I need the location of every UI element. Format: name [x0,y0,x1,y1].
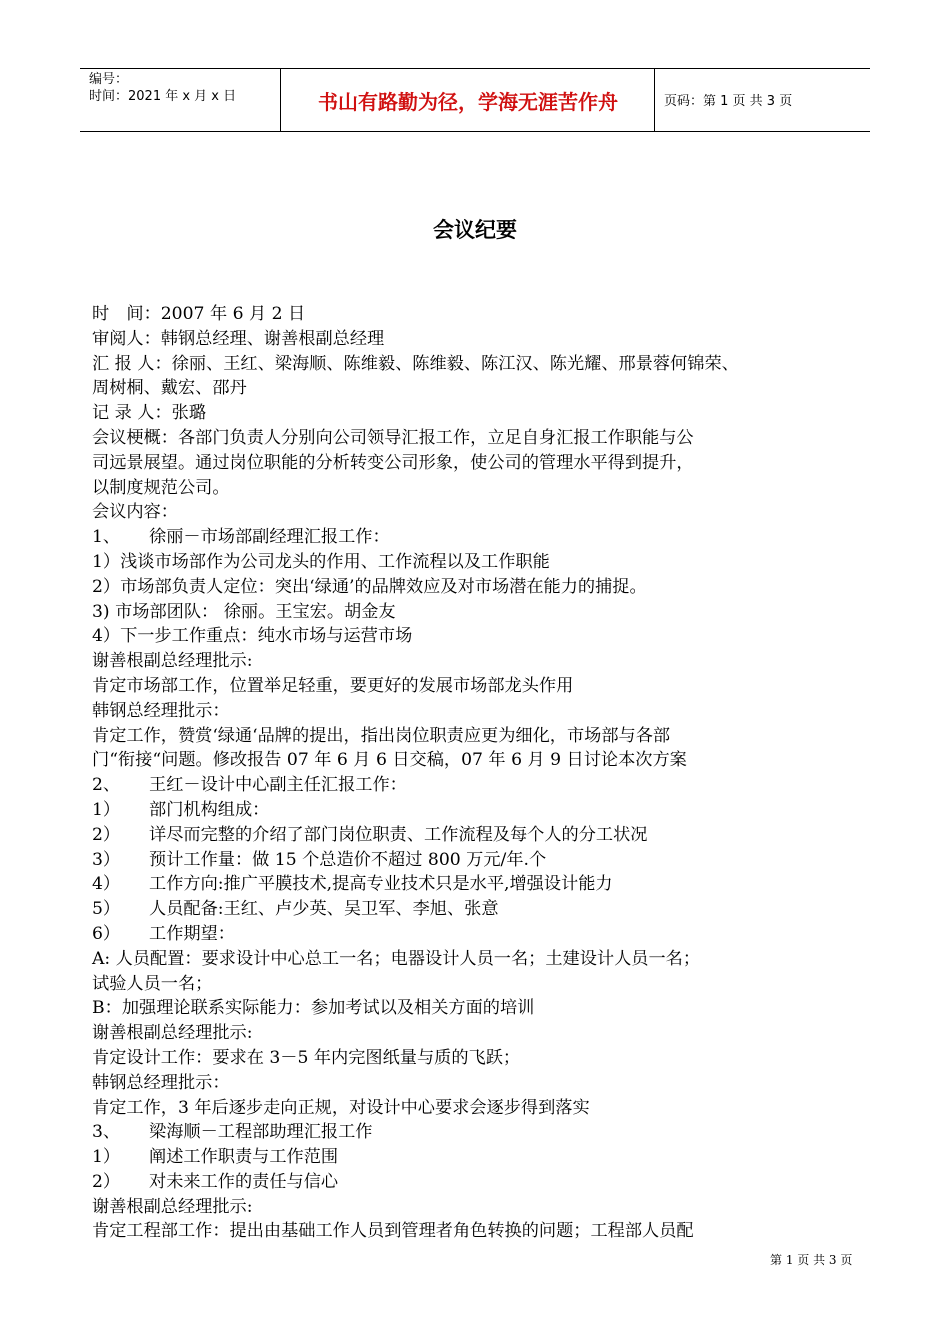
list-item [92,798,864,823]
header-number-label: 编号： [89,72,129,87]
summary-line: 以制度规范公司。 [92,477,230,498]
header-motto: 书山有路勤为径，学海无涯苦作舟 [318,89,618,114]
list-item: B：加强理论联系实际能力：参加考试以及相关方面的培训 [92,998,535,1019]
list-item [92,823,864,848]
instruction-text: 肯定工作，3 年后逐步走向正规，对设计中心要求会逐步得到落实 [92,1097,590,1118]
list-item: 试验人员一名； [92,973,213,994]
item-text: 预计工作量：做 15 个总造价不超过 800 万元/年.个 [149,849,547,870]
item-text: 工作方向:推广平膜技术,提高专业技术只是水平,增强设计能力 [149,874,613,895]
section-heading [92,773,864,798]
list-item [92,848,864,873]
recorder: 记 录 人：张璐 [92,403,207,424]
list-item [92,872,864,897]
item-number: 6） [92,923,121,944]
section-text: 徐丽－市场部副经理汇报工作： [149,527,390,548]
list-item: 4）下一步工作重点：纯水市场与运营市场 [92,626,413,647]
instruction-text: 肯定工程部工作：提出由基础工作人员到管理者角色转换的问题；工程部人员配 [92,1221,694,1242]
section-number: 2、 [92,775,121,796]
list-item [92,922,864,947]
instruction-heading: 谢善根副总经理批示: [92,651,253,672]
instruction-heading: 谢善根副总经理批示: [92,1023,253,1044]
item-number: 2） [92,1171,121,1192]
item-number: 1） [92,799,121,820]
list-item: 3) 市场部团队： 徐丽。王宝宏。胡金友 [92,601,396,622]
instruction-heading: 韩钢总经理批示： [92,1072,230,1093]
header-time-label: 时间：2021 年 x 月 x 日 [89,89,237,104]
list-item [92,1145,864,1170]
section-heading [92,1120,864,1145]
section-number: 1、 [92,527,121,548]
header-divider [280,69,281,131]
item-text: 人员配备:王红、卢少英、吴卫军、李旭、张意 [149,899,499,920]
item-text: 工作期望： [149,923,235,944]
instruction-text: 肯定市场部工作，位置举足轻重，要更好的发展市场部龙头作用 [92,675,574,696]
header-page-info: 页码：第 1 页 共 3 页 [664,94,793,109]
instruction-heading: 韩钢总经理批示： [92,700,230,721]
list-item [92,1170,864,1195]
reporters: 汇 报 人：徐丽、王红、梁海顺、陈维毅、陈维毅、陈江汉、陈光耀、邢景蓉何锦荣、 [92,353,739,374]
summary-line: 会议梗概：各部门负责人分别向公司领导汇报工作，立足自身汇报工作职能与公 [92,427,694,448]
item-text: 阐述工作职责与工作范围 [149,1147,339,1168]
instruction-text: 肯定设计工作：要求在 3－5 年内完图纸量与质的飞跃； [92,1047,521,1068]
item-text: 详尽而完整的介绍了部门岗位职责、工作流程及每个人的分工状况 [149,824,648,845]
section-text: 梁海顺－工程部助理汇报工作 [149,1122,373,1143]
instruction-heading: 谢善根副总经理批示: [92,1196,253,1217]
document-header [80,68,870,132]
section-number: 3、 [92,1122,121,1143]
item-text: 对未来工作的责任与信心 [149,1171,339,1192]
list-item: A: 人员配置：要求设计中心总工一名；电器设计人员一名；土建设计人员一名； [92,948,701,969]
page-footer: 第 1 页 共 3 页 [770,1253,853,1267]
item-number: 1） [92,1147,121,1168]
meeting-time: 时 间：2007 年 6 月 2 日 [92,304,306,324]
item-number: 2） [92,824,121,845]
minutes-body [92,302,864,1244]
instruction-text: 肯定工作，赞赏‘绿通‘品牌的提出，指出岗位职责应更为细化，市场部与各部 [92,725,671,746]
summary-line: 司远景展望。通过岗位职能的分析转变公司形象，使公司的管理水平得到提升， [92,452,694,473]
item-number: 4） [92,874,121,895]
page-title: 会议纪要 [433,218,517,242]
instruction-text: 门“衔接“问题。修改报告 07 年 6 月 6 日交稿，07 年 6 月 9 日讨论本次方案 [92,750,687,771]
list-item: 1）浅谈市场部作为公司龙头的作用、工作流程以及工作职能 [92,551,550,572]
header-meta [80,69,280,131]
item-number: 5） [92,899,121,920]
content-heading: 会议内容： [92,502,178,523]
section-heading [92,525,864,550]
item-text: 部门机构组成： [149,799,270,820]
list-item [92,897,864,922]
item-number: 3） [92,849,121,870]
section-text: 王红－设计中心副主任汇报工作： [149,775,407,796]
reporters-cont: 周树桐、戴宏、邵丹 [92,378,247,399]
header-divider [654,69,655,131]
list-item: 2）市场部负责人定位：突出‘绿通’的品牌效应及对市场潜在能力的捕捉。 [92,576,647,597]
reviewers: 审阅人：韩钢总经理、谢善根副总经理 [92,328,385,349]
